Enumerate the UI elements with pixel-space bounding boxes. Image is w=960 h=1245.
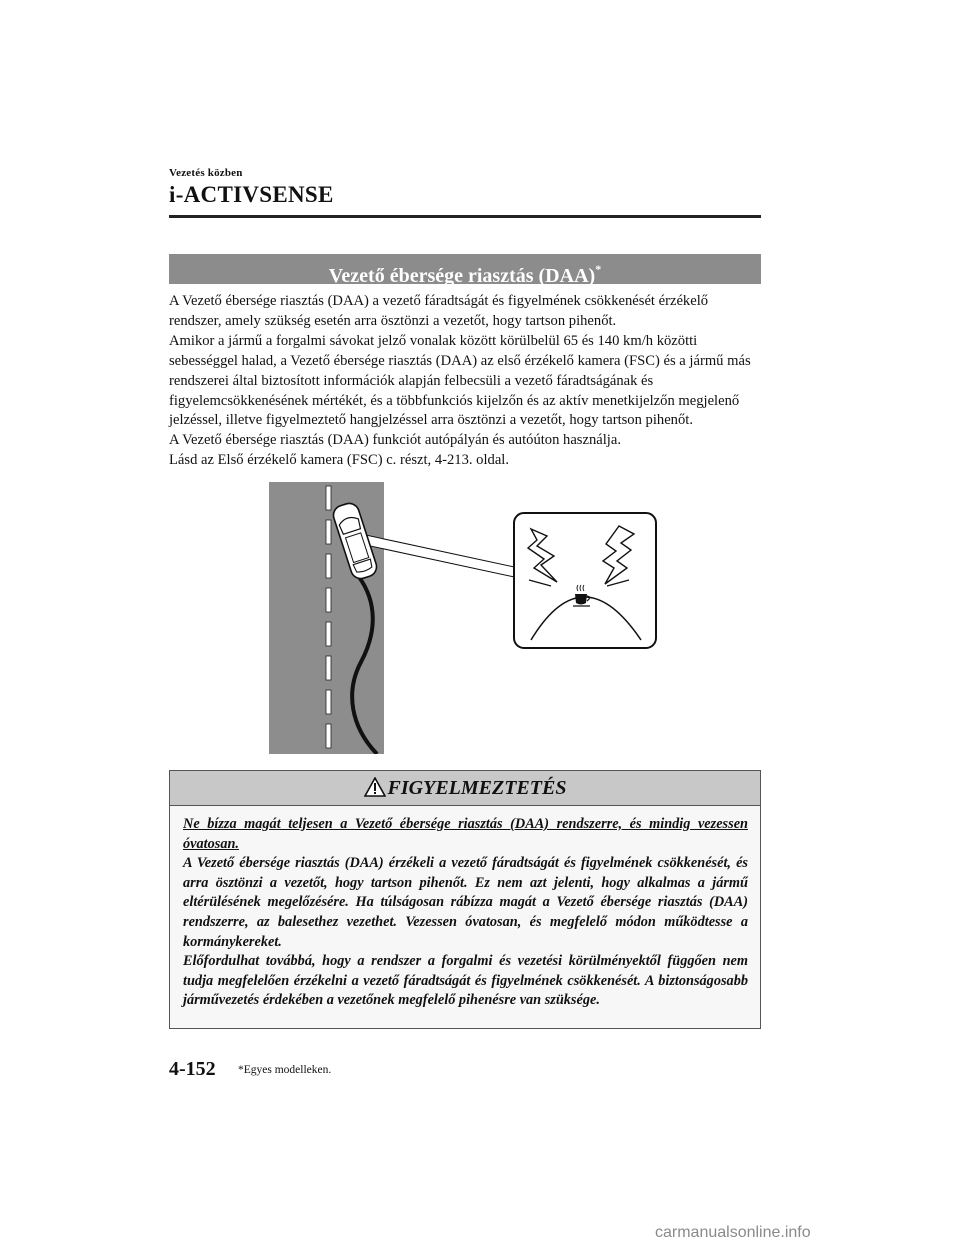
topic-banner [169, 254, 761, 287]
section-title: i-ACTIVSENSE [169, 182, 334, 207]
title-divider [169, 215, 761, 218]
page-number: 4-152 [169, 1058, 216, 1080]
warning-heading: FIGYELMEZTETÉS [387, 777, 567, 799]
warning-header [170, 771, 760, 806]
warning-box [169, 770, 761, 1029]
section-label: Vezetés közben [169, 167, 243, 179]
footnote: *Egyes modelleken. [238, 1064, 332, 1076]
banner-title: Vezető ébersége riasztás (DAA) [328, 265, 596, 287]
warning-paragraph: Előfordulhat továbbá, hogy a rendszer a forgalmi és vezetési körülményektől függően nem tudja megfelelően érzékelni a vezető fáradtságát és figyelmének csökkenését. A biztonságosabb járművezetés érdekében a vezetőnek megfelelő pihenésre van szüksége. [183, 953, 748, 1009]
body-text [169, 292, 763, 471]
warning-body [170, 806, 760, 1011]
body-paragraph: A Vezető ébersége riasztás (DAA) funkciót autópályán és autóúton használja. [169, 432, 621, 449]
watermark: carmanualsonline.info [655, 1224, 811, 1241]
warning-paragraph: A Vezető ébersége riasztás (DAA) érzékeli a vezető fáradtságát és figyelmének csökkenését, és arra ösztönzi a vezetőt, hogy tartson pihenőt. Ez nem azt jelenti, hogy alkalmas a jármű eltérülésének megelőzésére. Ha túlságosan rábízza magát a Vezető ébersége riasztás (DAA) rendszerre, az balesethez vezethet. Vezessen óvatosan, és megfelelő módon működtesse a kormánykereket. [183, 855, 748, 950]
body-paragraph: Amikor a jármű a forgalmi sávokat jelző vonalak között körülbelül 65 és 140 km/h közötti sebességgel halad, a Vezető ébersége riasztás (DAA) az első érzékelő kamera (FSC) és a jármű más rendszerei által biztosított információk alapján felbecsüli a vezető fáradtságának és figyelemcsökkenésének mértékét, és a többfunkciós kijelzőn és az aktív menetkijelzőn megjelenő jelzéssel, illetve figyelmeztető hangjelzéssel arra ösztönzi a vezetőt, hogy tartson pihenőt. [169, 332, 751, 429]
warning-lead: Ne bízza magát teljesen a Vezető ébersége riasztás (DAA) rendszerre, és mindig vezessen óvatosan. [183, 816, 748, 852]
alert-beam [361, 534, 519, 578]
body-paragraph: A Vezető ébersége riasztás (DAA) a vezető fáradtságát és figyelmének csökkenését érzékelő rendszer, amely szükség esetén arra ösztönzi a vezetőt, hogy tartson pihenőt. [169, 293, 709, 329]
banner-asterisk: * [595, 262, 602, 276]
warning-triangle-icon [364, 774, 386, 808]
body-paragraph: Lásd az Első érzékelő kamera (FSC) c. részt, 4-213. oldal. [169, 452, 509, 469]
daa-illustration [269, 482, 661, 754]
